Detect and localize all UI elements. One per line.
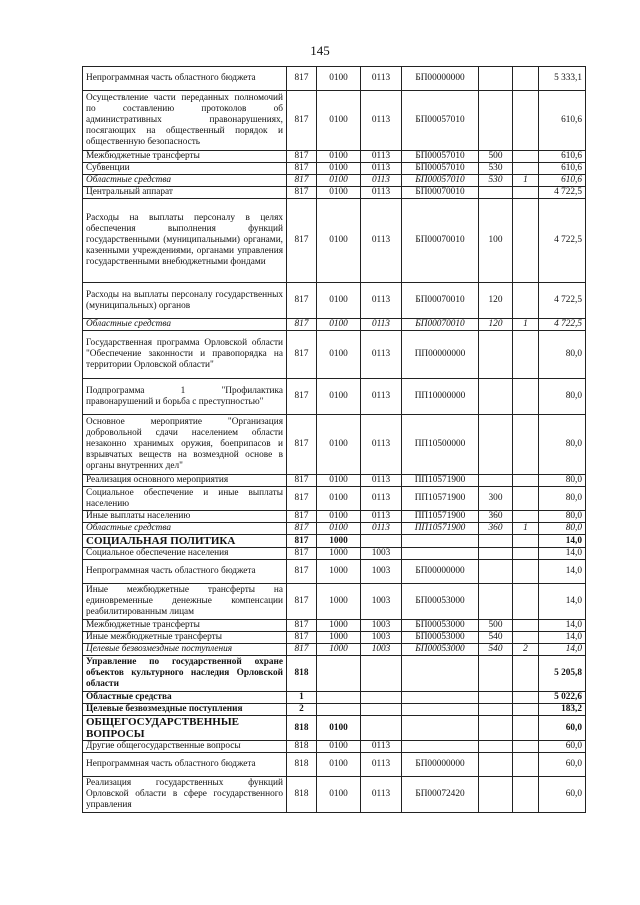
pr-code-cell: 1003 (361, 644, 402, 656)
source-code-cell (513, 67, 539, 91)
row-name-cell: Реализация основного мероприятия (83, 475, 287, 487)
row-name-cell: Другие общегосударственные вопросы (83, 741, 287, 753)
amount-cell: 610,6 (539, 163, 586, 175)
csr-code-cell: ПП10500000 (402, 415, 479, 475)
vr-code-cell: 500 (479, 151, 513, 163)
amount-cell: 80,0 (539, 379, 586, 415)
vr-code-cell (479, 656, 513, 692)
table-row (83, 620, 586, 632)
vr-code-cell (479, 704, 513, 716)
source-code-cell (513, 91, 539, 151)
amount-cell: 610,6 (539, 91, 586, 151)
ved-code-cell: 817 (287, 475, 317, 487)
vr-code-cell (479, 415, 513, 475)
row-name-cell: Подпрограмма 1 "Профилактика правонарушений и борьба с преступностью" (83, 379, 287, 415)
table-row (83, 548, 586, 560)
ved-code-cell: 817 (287, 584, 317, 620)
csr-code-cell: БП00057010 (402, 151, 479, 163)
row-name-cell: Непрограммная часть областного бюджета (83, 753, 287, 777)
csr-code-cell (402, 535, 479, 548)
csr-code-cell: БП00057010 (402, 163, 479, 175)
table-row (83, 523, 586, 535)
amount-cell: 610,6 (539, 151, 586, 163)
source-code-cell: 1 (513, 319, 539, 331)
ved-code-cell: 818 (287, 753, 317, 777)
ved-code-cell: 817 (287, 319, 317, 331)
amount-cell: 80,0 (539, 415, 586, 475)
table-row (83, 535, 586, 548)
rz-code-cell: 1000 (317, 560, 361, 584)
ved-code-cell: 817 (287, 415, 317, 475)
ved-code-cell: 817 (287, 331, 317, 379)
pr-code-cell: 0113 (361, 199, 402, 283)
pr-code-cell: 0113 (361, 187, 402, 199)
csr-code-cell: БП00000000 (402, 560, 479, 584)
csr-code-cell (402, 548, 479, 560)
table-row (83, 319, 586, 331)
source-code-cell (513, 716, 539, 741)
amount-cell: 60,0 (539, 741, 586, 753)
vr-code-cell: 530 (479, 175, 513, 187)
source-code-cell (513, 632, 539, 644)
source-code-cell: 1 (513, 175, 539, 187)
rz-code-cell: 1000 (317, 632, 361, 644)
table-row (83, 741, 586, 753)
table-row (83, 511, 586, 523)
vr-code-cell (479, 753, 513, 777)
vr-code-cell: 360 (479, 523, 513, 535)
row-name-cell: Областные средства (83, 319, 287, 331)
ved-code-cell: 818 (287, 716, 317, 741)
pr-code-cell: 0113 (361, 475, 402, 487)
source-code-cell (513, 379, 539, 415)
vr-code-cell: 100 (479, 199, 513, 283)
ved-code-cell: 817 (287, 487, 317, 511)
row-name-cell: Межбюджетные трансферты (83, 620, 287, 632)
ved-code-cell: 817 (287, 632, 317, 644)
source-code-cell (513, 560, 539, 584)
rz-code-cell: 0100 (317, 716, 361, 741)
vr-code-cell: 360 (479, 511, 513, 523)
pr-code-cell: 1003 (361, 584, 402, 620)
csr-code-cell: БП00053000 (402, 632, 479, 644)
csr-code-cell: ПП10571900 (402, 511, 479, 523)
ved-code-cell: 817 (287, 187, 317, 199)
csr-code-cell: БП00053000 (402, 620, 479, 632)
source-code-cell (513, 692, 539, 704)
row-name-cell: ОБЩЕГОСУДАРСТВЕННЫЕ ВОПРОСЫ (83, 716, 287, 741)
ved-code-cell: 817 (287, 91, 317, 151)
pr-code-cell: 1003 (361, 620, 402, 632)
csr-code-cell: ПП00000000 (402, 331, 479, 379)
vr-code-cell (479, 777, 513, 813)
rz-code-cell: 0100 (317, 91, 361, 151)
row-name-cell: Расходы на выплаты персоналу в целях обеспечения выполнения функций государственными (муниципальными) органами, казенными учреждениями, органами управления государственными внебюджетными фондами (83, 199, 287, 283)
row-name-cell: Целевые безвозмездные поступления (83, 644, 287, 656)
pr-code-cell: 0113 (361, 283, 402, 319)
row-name-cell: Социальное обеспечение населения (83, 548, 287, 560)
pr-code-cell: 0113 (361, 163, 402, 175)
amount-cell: 80,0 (539, 331, 586, 379)
pr-code-cell (361, 716, 402, 741)
csr-code-cell: БП00070010 (402, 283, 479, 319)
table-row (83, 692, 586, 704)
amount-cell: 4 722,5 (539, 319, 586, 331)
rz-code-cell: 0100 (317, 199, 361, 283)
table-row (83, 379, 586, 415)
ved-code-cell: 817 (287, 523, 317, 535)
vr-code-cell (479, 91, 513, 151)
row-name-cell: Межбюджетные трансферты (83, 151, 287, 163)
table-row (83, 283, 586, 319)
vr-code-cell (479, 692, 513, 704)
row-name-cell: Социальное обеспечение и иные выплаты населению (83, 487, 287, 511)
table-row (83, 584, 586, 620)
vr-code-cell: 530 (479, 163, 513, 175)
csr-code-cell: БП00072420 (402, 777, 479, 813)
pr-code-cell: 0113 (361, 523, 402, 535)
source-code-cell (513, 741, 539, 753)
amount-cell: 4 722,5 (539, 283, 586, 319)
vr-code-cell: 540 (479, 632, 513, 644)
table-row (83, 187, 586, 199)
row-name-cell: Осуществление части переданных полномочий по составлению протоколов об административных правонарушениях, посягающих на общественный порядок и общественную безопасность (83, 91, 287, 151)
source-code-cell (513, 331, 539, 379)
amount-cell: 14,0 (539, 644, 586, 656)
table-row (83, 175, 586, 187)
csr-code-cell: ПП10571900 (402, 523, 479, 535)
pr-code-cell: 0113 (361, 777, 402, 813)
ved-code-cell: 817 (287, 620, 317, 632)
vr-code-cell (479, 187, 513, 199)
vr-code-cell (479, 475, 513, 487)
pr-code-cell (361, 692, 402, 704)
vr-code-cell: 120 (479, 283, 513, 319)
rz-code-cell: 0100 (317, 777, 361, 813)
csr-code-cell: БП00057010 (402, 175, 479, 187)
ved-code-cell: 818 (287, 741, 317, 753)
vr-code-cell: 120 (479, 319, 513, 331)
pr-code-cell: 0113 (361, 319, 402, 331)
vr-code-cell: 500 (479, 620, 513, 632)
row-name-cell: Целевые безвозмездные поступления (83, 704, 287, 716)
amount-cell: 4 722,5 (539, 187, 586, 199)
vr-code-cell (479, 584, 513, 620)
amount-cell: 14,0 (539, 560, 586, 584)
source-code-cell (513, 753, 539, 777)
row-name-cell: Расходы на выплаты персоналу государственных (муниципальных) органов (83, 283, 287, 319)
ved-code-cell: 817 (287, 151, 317, 163)
source-code-cell (513, 163, 539, 175)
rz-code-cell: 0100 (317, 283, 361, 319)
csr-code-cell: ПП10000000 (402, 379, 479, 415)
rz-code-cell: 0100 (317, 319, 361, 331)
amount-cell: 14,0 (539, 535, 586, 548)
ved-code-cell: 2 (287, 704, 317, 716)
vr-code-cell (479, 560, 513, 584)
amount-cell: 80,0 (539, 475, 586, 487)
pr-code-cell: 1003 (361, 632, 402, 644)
table-row (83, 475, 586, 487)
row-name-cell: Иные выплаты населению (83, 511, 287, 523)
table-row (83, 151, 586, 163)
table-row (83, 753, 586, 777)
ved-code-cell: 817 (287, 511, 317, 523)
table-row (83, 656, 586, 692)
pr-code-cell: 0113 (361, 511, 402, 523)
rz-code-cell: 0100 (317, 379, 361, 415)
pr-code-cell: 0113 (361, 331, 402, 379)
csr-code-cell: БП00000000 (402, 67, 479, 91)
csr-code-cell: БП00053000 (402, 644, 479, 656)
row-name-cell: Непрограммная часть областного бюджета (83, 560, 287, 584)
pr-code-cell: 0113 (361, 741, 402, 753)
amount-cell: 4 722,5 (539, 199, 586, 283)
row-name-cell: Реализация государственных функций Орловской области в сфере государственного управления (83, 777, 287, 813)
ved-code-cell: 817 (287, 283, 317, 319)
source-code-cell (513, 777, 539, 813)
ved-code-cell: 818 (287, 777, 317, 813)
ved-code-cell: 817 (287, 560, 317, 584)
rz-code-cell: 0100 (317, 187, 361, 199)
ved-code-cell: 817 (287, 535, 317, 548)
rz-code-cell: 0100 (317, 175, 361, 187)
rz-code-cell: 0100 (317, 331, 361, 379)
source-code-cell (513, 415, 539, 475)
ved-code-cell: 817 (287, 379, 317, 415)
amount-cell: 610,6 (539, 175, 586, 187)
row-name-cell: СОЦИАЛЬНАЯ ПОЛИТИКА (83, 535, 287, 548)
vr-code-cell (479, 716, 513, 741)
amount-cell: 5 022,6 (539, 692, 586, 704)
source-code-cell (513, 535, 539, 548)
pr-code-cell: 0113 (361, 175, 402, 187)
rz-code-cell: 0100 (317, 415, 361, 475)
source-code-cell (513, 199, 539, 283)
rz-code-cell: 0100 (317, 741, 361, 753)
pr-code-cell (361, 704, 402, 716)
table-row (83, 777, 586, 813)
ved-code-cell: 1 (287, 692, 317, 704)
csr-code-cell: БП00070010 (402, 319, 479, 331)
row-name-cell: Областные средства (83, 692, 287, 704)
csr-code-cell: БП00057010 (402, 91, 479, 151)
amount-cell: 80,0 (539, 523, 586, 535)
table-row (83, 331, 586, 379)
source-code-cell (513, 656, 539, 692)
pr-code-cell (361, 656, 402, 692)
source-code-cell (513, 620, 539, 632)
source-code-cell (513, 511, 539, 523)
rz-code-cell: 1000 (317, 584, 361, 620)
rz-code-cell: 0100 (317, 151, 361, 163)
budget-table (82, 66, 586, 813)
ved-code-cell: 817 (287, 175, 317, 187)
csr-code-cell (402, 656, 479, 692)
pr-code-cell: 0113 (361, 67, 402, 91)
rz-code-cell: 1000 (317, 535, 361, 548)
source-code-cell (513, 475, 539, 487)
pr-code-cell: 0113 (361, 91, 402, 151)
csr-code-cell: ПП10571900 (402, 487, 479, 511)
amount-cell: 5 333,1 (539, 67, 586, 91)
amount-cell: 60,0 (539, 716, 586, 741)
row-name-cell: Основное мероприятие "Организация добровольной сдачи населением области незаконно хранимых оружия, боеприпасов и взрывчатых веществ на возмездной основе в органы внутренних дел" (83, 415, 287, 475)
page-number: 145 (310, 43, 330, 58)
table-row (83, 415, 586, 475)
table-row (83, 560, 586, 584)
table-row (83, 632, 586, 644)
amount-cell: 14,0 (539, 584, 586, 620)
row-name-cell: Областные средства (83, 523, 287, 535)
ved-code-cell: 817 (287, 548, 317, 560)
pr-code-cell (361, 535, 402, 548)
rz-code-cell: 0100 (317, 475, 361, 487)
table-row (83, 487, 586, 511)
rz-code-cell (317, 656, 361, 692)
vr-code-cell (479, 379, 513, 415)
vr-code-cell (479, 548, 513, 560)
csr-code-cell: БП00053000 (402, 584, 479, 620)
amount-cell: 14,0 (539, 632, 586, 644)
vr-code-cell: 300 (479, 487, 513, 511)
source-code-cell (513, 151, 539, 163)
csr-code-cell (402, 692, 479, 704)
table-body (83, 67, 586, 813)
pr-code-cell: 1003 (361, 560, 402, 584)
row-name-cell: Центральный аппарат (83, 187, 287, 199)
rz-code-cell: 1000 (317, 644, 361, 656)
row-name-cell: Иные межбюджетные трансферты на единовременные денежные компенсации реабилитированным лицам (83, 584, 287, 620)
csr-code-cell (402, 704, 479, 716)
ved-code-cell: 817 (287, 67, 317, 91)
amount-cell: 14,0 (539, 620, 586, 632)
table-row (83, 199, 586, 283)
source-code-cell (513, 704, 539, 716)
table-row (83, 704, 586, 716)
pr-code-cell: 1003 (361, 548, 402, 560)
row-name-cell: Управление по государственной охране объектов культурного наследия Орловской области (83, 656, 287, 692)
ved-code-cell: 817 (287, 644, 317, 656)
amount-cell: 60,0 (539, 777, 586, 813)
pr-code-cell: 0113 (361, 487, 402, 511)
source-code-cell (513, 548, 539, 560)
csr-code-cell: БП00070010 (402, 187, 479, 199)
rz-code-cell: 1000 (317, 548, 361, 560)
table-row (83, 67, 586, 91)
vr-code-cell: 540 (479, 644, 513, 656)
ved-code-cell: 818 (287, 656, 317, 692)
table-row (83, 91, 586, 151)
rz-code-cell: 0100 (317, 163, 361, 175)
csr-code-cell: БП00070010 (402, 199, 479, 283)
row-name-cell: Областные средства (83, 175, 287, 187)
csr-code-cell: БП00000000 (402, 753, 479, 777)
amount-cell: 80,0 (539, 487, 586, 511)
csr-code-cell: ПП10571900 (402, 475, 479, 487)
ved-code-cell: 817 (287, 199, 317, 283)
row-name-cell: Субвенции (83, 163, 287, 175)
table-row (83, 644, 586, 656)
source-code-cell: 1 (513, 523, 539, 535)
amount-cell: 80,0 (539, 511, 586, 523)
vr-code-cell (479, 331, 513, 379)
pr-code-cell: 0113 (361, 415, 402, 475)
vr-code-cell (479, 67, 513, 91)
vr-code-cell (479, 741, 513, 753)
rz-code-cell: 0100 (317, 523, 361, 535)
csr-code-cell (402, 716, 479, 741)
csr-code-cell (402, 741, 479, 753)
rz-code-cell (317, 704, 361, 716)
row-name-cell: Непрограммная часть областного бюджета (83, 67, 287, 91)
source-code-cell (513, 187, 539, 199)
amount-cell: 5 205,8 (539, 656, 586, 692)
source-code-cell (513, 487, 539, 511)
source-code-cell (513, 283, 539, 319)
table-row (83, 716, 586, 741)
rz-code-cell: 1000 (317, 620, 361, 632)
vr-code-cell (479, 535, 513, 548)
pr-code-cell: 0113 (361, 753, 402, 777)
rz-code-cell: 0100 (317, 67, 361, 91)
amount-cell: 60,0 (539, 753, 586, 777)
rz-code-cell: 0100 (317, 753, 361, 777)
pr-code-cell: 0113 (361, 379, 402, 415)
rz-code-cell (317, 692, 361, 704)
source-code-cell (513, 584, 539, 620)
table-row (83, 163, 586, 175)
amount-cell: 183,2 (539, 704, 586, 716)
source-code-cell: 2 (513, 644, 539, 656)
amount-cell: 14,0 (539, 548, 586, 560)
row-name-cell: Иные межбюджетные трансферты (83, 632, 287, 644)
row-name-cell: Государственная программа Орловской области "Обеспечение законности и правопорядка на территории Орловской области" (83, 331, 287, 379)
pr-code-cell: 0113 (361, 151, 402, 163)
rz-code-cell: 0100 (317, 487, 361, 511)
ved-code-cell: 817 (287, 163, 317, 175)
rz-code-cell: 0100 (317, 511, 361, 523)
